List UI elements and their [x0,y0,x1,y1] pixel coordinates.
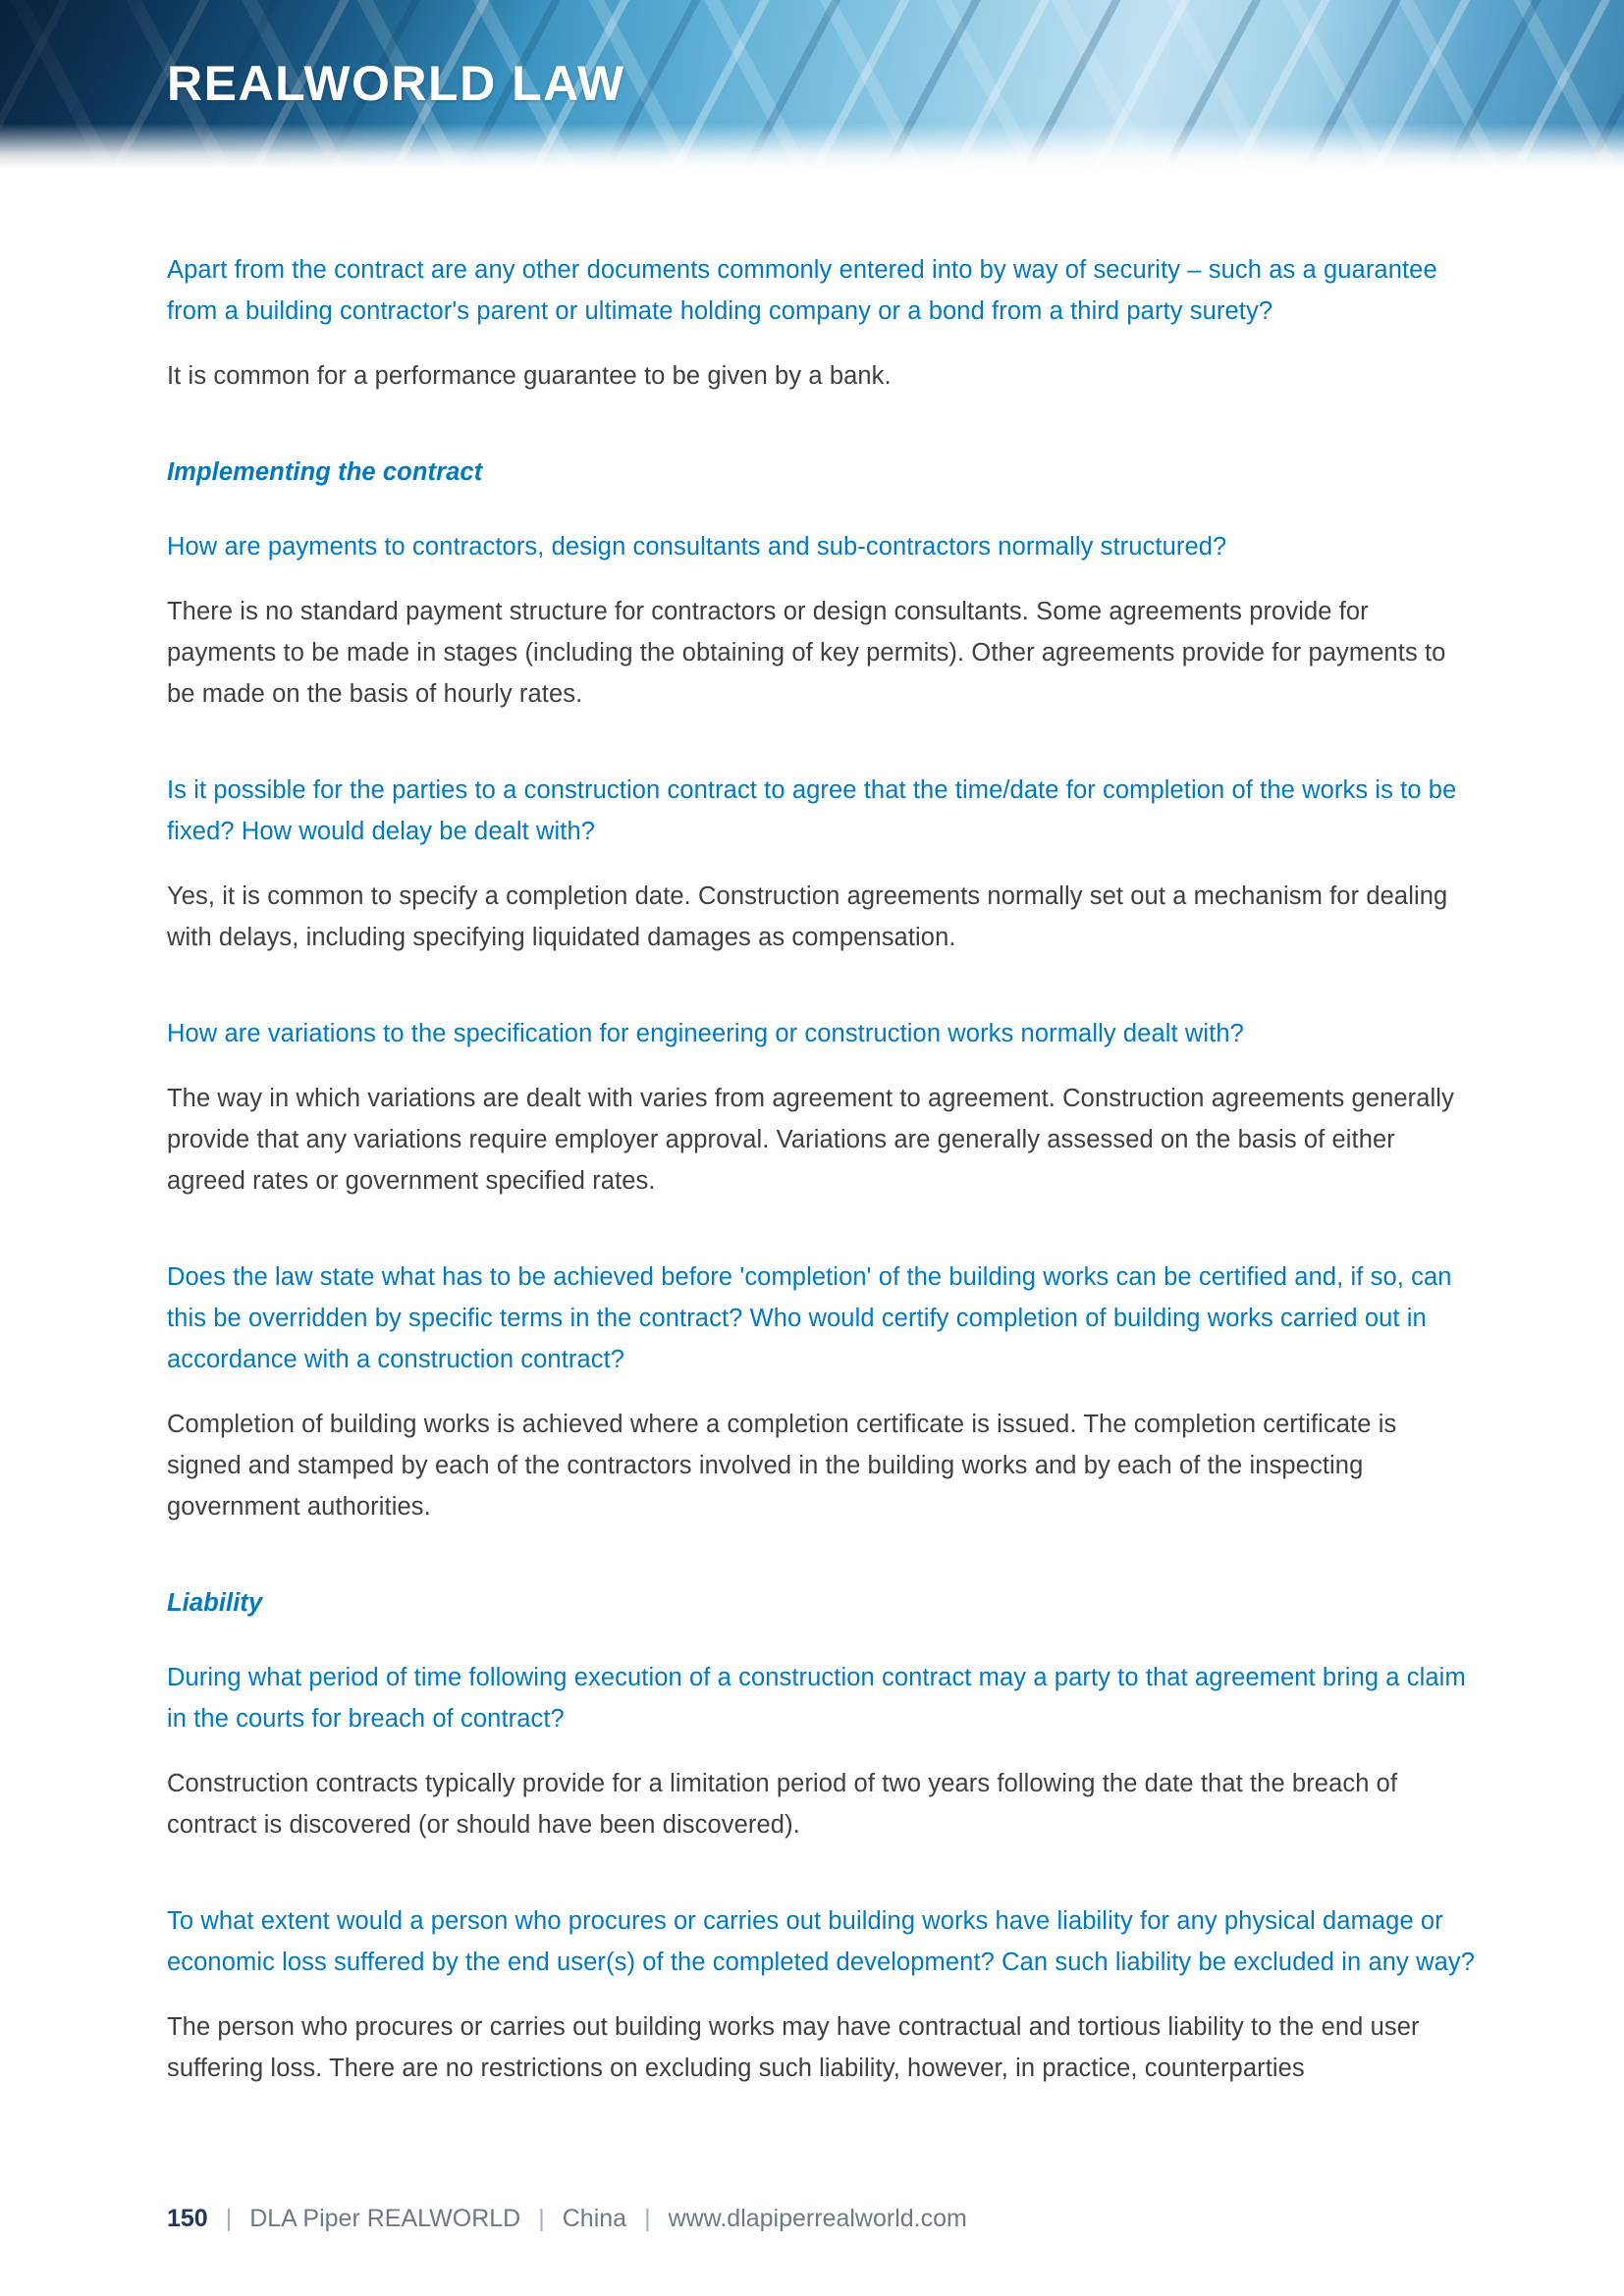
answer-end-user-liability: The person who procures or carries out building works may have contractual and tortious liability to the end user suffering loss. There are no restrictions on excluding such liability, however, in practice, counterparties [167,2013,1420,2082]
answer-completion-date: Yes, it is common to specify a completion date. Construction agreements normally set out a mechanism for dealing with delays, including specifying liquidated damages as compensation. [167,882,1448,951]
page-footer [167,2205,1477,2233]
answer-limitation-period: Construction contracts typically provide for a limitation period of two years following the date that the breach of contract is discovered (or should have been discovered). [167,1770,1398,1839]
footer-separator: | [225,2205,233,2232]
question-security-documents: Apart from the contract are any other documents commonly entered into by way of security – such as a guarantee from a building contractor's parent or ultimate holding company or a bond from a third party surety? [167,256,1437,325]
question-payment-structure: How are payments to contractors, design consultants and sub-contractors normally structured? [167,533,1227,561]
footer-separator: | [538,2205,545,2232]
page-body [0,169,1624,2089]
question-completion-date: Is it possible for the parties to a construction contract to agree that the time/date for completion of the works is to be fixed? How would delay be dealt with? [167,776,1457,845]
footer-separator: | [644,2205,651,2232]
answer-security-documents: It is common for a performance guarantee to be given by a bank. [167,362,892,390]
answer-completion-certification: Completion of building works is achieved where a completion certificate is issued. The completion certificate is signed and stamped by each of the contractors involved in the building works and by each of the inspecting government authorities. [167,1411,1397,1521]
footer-url: www.dlapiperrealworld.com [668,2205,967,2232]
question-completion-certification: Does the law state what has to be achieved before 'completion' of the building works can be certified and, if so, can this be overridden by specific terms in the contract? Who would certify completion of building works carried out in accordance with a construction contract? [167,1263,1452,1373]
question-variations: How are variations to the specification for engineering or construction works normally dealt with? [167,1020,1244,1047]
footer-country: China [562,2205,627,2232]
question-limitation-period: During what period of time following execution of a construction contract may a party to that agreement bring a claim in the courts for breach of contract? [167,1664,1466,1733]
header-banner [0,0,1624,169]
page-number: 150 [167,2205,208,2232]
answer-variations: The way in which variations are dealt with varies from agreement to agreement. Construction agreements generally provide that any variations require employer approval. Variations are generally assessed on the basis of either agreed rates or government specified rates. [167,1085,1454,1195]
subheading-liability: Liability [167,1589,263,1617]
brand-title: REALWORLD LAW [167,56,625,111]
footer-brand: DLA Piper REALWORLD [249,2205,521,2232]
subheading-implementing-contract: Implementing the contract [167,458,483,486]
question-end-user-liability: To what extent would a person who procures or carries out building works have liability for any physical damage or economic loss suffered by the end user(s) of the completed development? Can such liability be excluded in any way? [167,1907,1476,1976]
answer-payment-structure: There is no standard payment structure for contractors or design consultants. Some agreements provide for payments to be made in stages (including the obtaining of key permits). Other agreements provide for payments to be made on the basis of hourly rates. [167,598,1446,708]
